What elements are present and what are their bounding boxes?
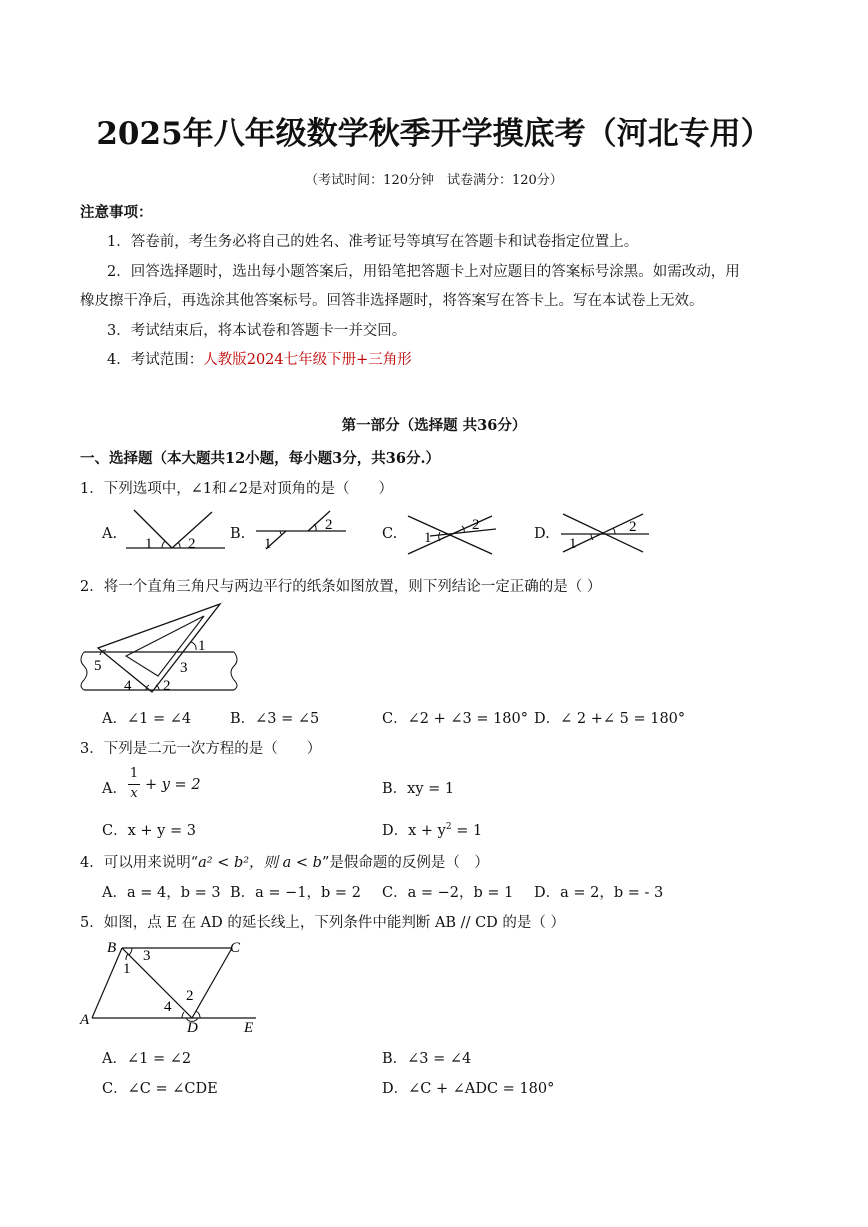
q5-angle-2: 2 <box>186 988 194 1004</box>
q3-option-b: B．xy = 1 <box>382 781 455 797</box>
q1a-angle-1: 1 <box>145 536 153 552</box>
q3-stem: 3．下列是二元一次方程的是（ ） <box>80 741 322 757</box>
q3-option-a-rest: + y = 2 <box>145 777 201 793</box>
q1-option-c-label: C. <box>382 526 398 542</box>
q2-angle-1: 1 <box>198 638 206 654</box>
q1b-angle-2: 2 <box>325 517 333 533</box>
q1d-angle-2: 2 <box>629 519 637 535</box>
q5-point-e: E <box>244 1020 254 1036</box>
q1-figure-a <box>120 506 230 556</box>
q5-angle-3: 3 <box>143 948 151 964</box>
q3-option-c: C．x + y = 3 <box>102 823 196 839</box>
q1a-angle-2: 2 <box>188 536 196 552</box>
q4-stem <box>80 851 489 872</box>
q2-angle-2: 2 <box>163 678 171 694</box>
q3-option-d-pre: D．x + y <box>382 823 446 839</box>
q2-stem: 2．将一个直角三角尺与两边平行的纸条如图放置，则下列结论一定正确的是（ ） <box>80 579 602 595</box>
q5-option-d: D．∠C + ∠ADC = 180° <box>382 1081 555 1097</box>
q1-figure-c <box>400 504 500 558</box>
section-heading: 一、选择题（本大题共12小题，每小题3分，共36分.） <box>80 450 440 467</box>
q1d-angle-1: 1 <box>569 536 577 552</box>
q5-point-d: D <box>187 1020 198 1036</box>
page-title: 2025年八年级数学秋季开学摸底考（河北专用） <box>96 116 772 152</box>
q1-option-a-label: A. <box>102 526 118 542</box>
notice-item-1: 1．答卷前，考生务必将自己的姓名、准考证号等填写在答题卡和试卷指定位置上。 <box>107 234 639 250</box>
q5-option-a: A．∠1 = ∠2 <box>102 1051 192 1067</box>
q5-stem: 5．如图，点 E 在 AD 的延长线上，下列条件中能判断 AB // CD 的是（ ） <box>80 915 566 931</box>
q2-figure <box>76 600 246 696</box>
q1-figure-b <box>250 505 350 555</box>
q3-option-a-denominator: x <box>130 786 138 801</box>
q4-stem-expr: a² < b²，则 a < b <box>198 855 322 871</box>
q2-angle-3: 3 <box>180 660 188 676</box>
q1b-angle-1: 1 <box>264 536 272 552</box>
q4-stem-post: ”是假命题的反例是（ ） <box>321 855 489 871</box>
q3-fraction-bar <box>128 784 140 785</box>
notice-item-2-cont: 橡皮擦干净后，再选涂其他答案标号。回答非选择题时，将答案写在答卡上。写在本试卷上无效。 <box>80 293 704 309</box>
q1c-angle-2: 2 <box>472 517 480 533</box>
q1-option-d-label: D. <box>534 526 550 542</box>
q5-option-c: C．∠C = ∠CDE <box>102 1081 218 1097</box>
notice-item-2: 2．回答选择题时，选出每小题答案后，用铅笔把答题卡上对应题目的答案标号涂黑。如需改动，用 <box>107 264 740 280</box>
notice-item-4 <box>107 348 412 369</box>
q5-option-b: B．∠3 = ∠4 <box>382 1051 472 1067</box>
q2-option-a: A．∠1 = ∠4 <box>102 711 192 727</box>
q1-option-b-label: B. <box>230 526 246 542</box>
notice-heading: 注意事项： <box>80 204 153 221</box>
q5-point-b: B <box>107 940 117 956</box>
q2-angle-4: 4 <box>124 678 132 694</box>
q3-option-d <box>382 819 482 840</box>
q3-option-a-label: A． <box>102 781 127 797</box>
exam-scope: 人教版2024七年级下册+三角形 <box>203 352 412 368</box>
q1-stem: 1．下列选项中，∠1和∠2是对顶角的是（ ） <box>80 481 393 497</box>
q4-option-b: B．a = −1，b = 2 <box>230 885 361 901</box>
q5-point-c: C <box>230 940 241 956</box>
q5-point-a: A <box>80 1012 90 1028</box>
notice-item-4-prefix: 4．考试范围： <box>107 352 204 368</box>
q3-option-d-post: = 1 <box>451 823 483 839</box>
q5-figure <box>76 936 266 1036</box>
q2-option-c: C．∠2 + ∠3 = 180° <box>382 711 529 727</box>
q2-option-b: B．∠3 = ∠5 <box>230 711 320 727</box>
notice-item-3: 3．考试结束后，将本试卷和答题卡一并交回。 <box>107 323 407 339</box>
exam-info: （考试时间：120分钟 试卷满分：120分） <box>305 173 563 188</box>
q4-option-d: D．a = 2，b = - 3 <box>534 885 664 901</box>
q1c-angle-1: 1 <box>424 530 432 546</box>
q4-stem-pre: 4．可以用来说明“ <box>80 855 199 871</box>
q3-option-a-numerator: 1 <box>129 766 139 781</box>
q2-option-d: D．∠ 2 +∠ 5 = 180° <box>534 711 686 727</box>
q4-option-c: C．a = −2，b = 1 <box>382 885 514 901</box>
q5-angle-4: 4 <box>164 999 172 1015</box>
q2-angle-5: 5 <box>94 658 102 674</box>
q4-option-a: A．a = 4，b = 3 <box>102 885 221 901</box>
q5-angle-1: 1 <box>123 961 131 977</box>
q3-option-d-exponent: 2 <box>445 822 452 833</box>
part-title: 第一部分（选择题 共36分） <box>341 417 527 434</box>
q1-figure-d <box>555 506 655 556</box>
